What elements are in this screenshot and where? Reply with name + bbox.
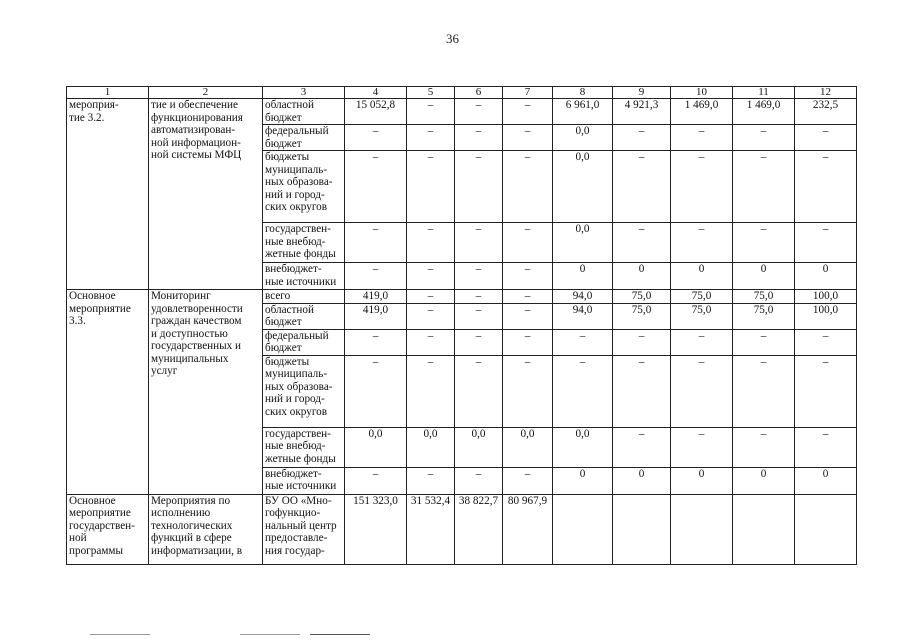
scan-artifact-line: [240, 634, 300, 635]
value-cell: –: [407, 467, 455, 494]
value-cell: –: [795, 125, 857, 151]
value-cell: –: [795, 427, 857, 467]
column-header: 3: [263, 87, 345, 99]
value-cell: –: [345, 223, 407, 263]
column-header: 9: [613, 87, 671, 99]
value-cell: –: [407, 290, 455, 304]
column-header: 6: [455, 87, 503, 99]
column-header: 5: [407, 87, 455, 99]
value-cell: 0,0: [553, 125, 613, 151]
value-cell: 31 532,4: [407, 494, 455, 564]
value-cell: –: [407, 263, 455, 290]
value-cell: 1 469,0: [733, 99, 795, 125]
value-cell: –: [503, 329, 553, 355]
value-cell: –: [613, 329, 671, 355]
value-cell: –: [407, 329, 455, 355]
value-cell: [733, 494, 795, 564]
value-cell: 0,0: [503, 427, 553, 467]
event-name-cell: Мероприятия по исполнению технологических функций в сфере информатизации, в: [149, 494, 263, 564]
value-cell: –: [455, 329, 503, 355]
value-cell: –: [455, 290, 503, 304]
funding-source-cell: всего: [263, 290, 345, 304]
event-number-cell: мероприя- тие 3.2.: [67, 99, 149, 290]
value-cell: 0: [733, 467, 795, 494]
value-cell: –: [553, 355, 613, 427]
value-cell: 75,0: [613, 303, 671, 329]
value-cell: –: [345, 467, 407, 494]
value-cell: [795, 494, 857, 564]
value-cell: 94,0: [553, 290, 613, 304]
value-cell: –: [671, 427, 733, 467]
page-number: 36: [446, 31, 459, 46]
column-header: 7: [503, 87, 553, 99]
column-header: 4: [345, 87, 407, 99]
event-number-cell: Основное мероприятие государствен- ной программы: [67, 494, 149, 564]
value-cell: 4 921,3: [613, 99, 671, 125]
value-cell: 38 822,7: [455, 494, 503, 564]
value-cell: 15 052,8: [345, 99, 407, 125]
value-cell: –: [407, 303, 455, 329]
value-cell: 80 967,9: [503, 494, 553, 564]
value-cell: –: [671, 329, 733, 355]
event-number-cell: Основное мероприятие 3.3.: [67, 290, 149, 495]
funding-source-cell: бюджеты муниципаль- ных образова- ний и город- ских округов: [263, 151, 345, 223]
value-cell: –: [455, 303, 503, 329]
value-cell: –: [455, 355, 503, 427]
table-row: [67, 494, 857, 564]
value-cell: 0: [795, 467, 857, 494]
value-cell: –: [503, 151, 553, 223]
table-body: [67, 87, 857, 565]
value-cell: –: [671, 151, 733, 223]
value-cell: –: [345, 125, 407, 151]
value-cell: 0: [795, 263, 857, 290]
funding-source-cell: внебюджет- ные источники: [263, 263, 345, 290]
value-cell: –: [671, 125, 733, 151]
value-cell: –: [733, 125, 795, 151]
value-cell: –: [503, 303, 553, 329]
value-cell: 0,0: [345, 427, 407, 467]
value-cell: –: [407, 151, 455, 223]
value-cell: –: [503, 467, 553, 494]
event-name-cell: тие и обеспечение функционирования автоматизирован- ной информацион- ной системы МФЦ: [149, 99, 263, 290]
value-cell: 0: [671, 467, 733, 494]
value-cell: 0,0: [553, 427, 613, 467]
value-cell: –: [795, 355, 857, 427]
value-cell: –: [503, 223, 553, 263]
value-cell: 151 323,0: [345, 494, 407, 564]
value-cell: 0,0: [455, 427, 503, 467]
value-cell: 232,5: [795, 99, 857, 125]
column-header: 2: [149, 87, 263, 99]
value-cell: –: [795, 223, 857, 263]
value-cell: –: [613, 223, 671, 263]
column-header: 1: [67, 87, 149, 99]
value-cell: –: [613, 125, 671, 151]
value-cell: –: [455, 151, 503, 223]
budget-table: [66, 86, 857, 565]
funding-source-cell: внебюджет- ные источники: [263, 467, 345, 494]
column-header: 12: [795, 87, 857, 99]
value-cell: –: [503, 355, 553, 427]
value-cell: –: [345, 355, 407, 427]
value-cell: –: [553, 329, 613, 355]
value-cell: 75,0: [671, 303, 733, 329]
value-cell: 75,0: [733, 290, 795, 304]
value-cell: –: [407, 355, 455, 427]
event-name-cell: Мониторинг удовлетворенности граждан качеством и доступностью государственных и муниципальных услуг: [149, 290, 263, 495]
scan-artifact-line: [310, 634, 370, 635]
value-cell: 100,0: [795, 290, 857, 304]
header-row: [67, 87, 857, 99]
value-cell: 0: [613, 467, 671, 494]
value-cell: –: [345, 329, 407, 355]
funding-source-cell: областной бюджет: [263, 99, 345, 125]
value-cell: –: [407, 223, 455, 263]
value-cell: –: [455, 99, 503, 125]
value-cell: 0,0: [553, 151, 613, 223]
value-cell: –: [503, 125, 553, 151]
value-cell: 0: [613, 263, 671, 290]
value-cell: –: [733, 151, 795, 223]
value-cell: –: [733, 223, 795, 263]
value-cell: 1 469,0: [671, 99, 733, 125]
value-cell: 0,0: [407, 427, 455, 467]
value-cell: –: [407, 99, 455, 125]
value-cell: 419,0: [345, 303, 407, 329]
value-cell: –: [613, 355, 671, 427]
value-cell: –: [455, 467, 503, 494]
value-cell: 75,0: [671, 290, 733, 304]
value-cell: –: [455, 125, 503, 151]
value-cell: 0: [671, 263, 733, 290]
value-cell: 419,0: [345, 290, 407, 304]
scan-artifact-line: [90, 634, 150, 635]
value-cell: –: [455, 223, 503, 263]
value-cell: 0,0: [553, 223, 613, 263]
value-cell: [671, 494, 733, 564]
funding-source-cell: бюджеты муниципаль- ных образова- ний и город- ских округов: [263, 355, 345, 427]
column-header: 11: [733, 87, 795, 99]
column-header: 10: [671, 87, 733, 99]
funding-source-cell: федеральный бюджет: [263, 329, 345, 355]
value-cell: –: [345, 263, 407, 290]
funding-source-cell: областной бюджет: [263, 303, 345, 329]
value-cell: –: [503, 99, 553, 125]
value-cell: 0: [553, 263, 613, 290]
value-cell: 75,0: [733, 303, 795, 329]
value-cell: –: [795, 151, 857, 223]
table-row: [67, 99, 857, 125]
value-cell: –: [407, 125, 455, 151]
funding-source-cell: БУ ОО «Мно- гофункцио- нальный центр предоставле- ния государ-: [263, 494, 345, 564]
value-cell: –: [503, 290, 553, 304]
funding-source-cell: государствен- ные внебюд- жетные фонды: [263, 427, 345, 467]
value-cell: –: [613, 151, 671, 223]
value-cell: –: [455, 263, 503, 290]
value-cell: 94,0: [553, 303, 613, 329]
funding-source-cell: государствен- ные внебюд- жетные фонды: [263, 223, 345, 263]
value-cell: 0: [553, 467, 613, 494]
value-cell: –: [733, 427, 795, 467]
value-cell: –: [733, 329, 795, 355]
funding-source-cell: федеральный бюджет: [263, 125, 345, 151]
value-cell: –: [345, 151, 407, 223]
value-cell: [613, 494, 671, 564]
value-cell: [553, 494, 613, 564]
value-cell: –: [733, 355, 795, 427]
value-cell: –: [613, 427, 671, 467]
value-cell: –: [503, 263, 553, 290]
value-cell: –: [671, 223, 733, 263]
column-header: 8: [553, 87, 613, 99]
value-cell: 0: [733, 263, 795, 290]
table-row: [67, 290, 857, 304]
value-cell: –: [671, 355, 733, 427]
value-cell: –: [795, 329, 857, 355]
value-cell: 75,0: [613, 290, 671, 304]
value-cell: 100,0: [795, 303, 857, 329]
value-cell: 6 961,0: [553, 99, 613, 125]
